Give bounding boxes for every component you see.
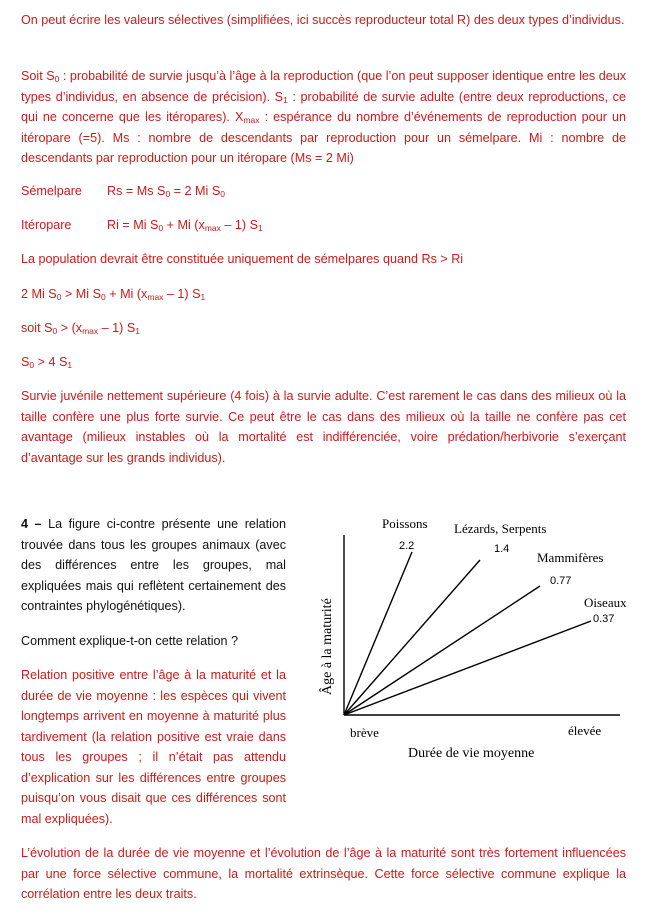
- x-axis-title: Durée de vie moyenne: [408, 746, 535, 761]
- question-prompt: Comment explique-t-on cette relation ?: [21, 634, 239, 648]
- inequality-2: soit $S_0 > (x_{max} - 1)$ $S_1$: [21, 321, 140, 336]
- slope-poissons: 2.2: [399, 540, 415, 552]
- equation-semelpare: Sémelpare Rs = Ms $S_0 = 2$ Mi $S_0$: [21, 184, 225, 199]
- slope-mammiferes: 0.77: [550, 575, 572, 587]
- line-mammiferes: [344, 586, 540, 715]
- question-4: 4 – La figure ci-contre présente une relation trouvée dans tous les groupes animaux (avec des différences entre les groupes, mal expliquées mais qui reflètent certainement des contraintes phylogénétiques).: [21, 517, 286, 613]
- definitions-paragraph: Soit $S_0$ : probabilité de survie jusqu’à l’âge à la reproduction (que l’on peut supposer identique entre les deux types d’individus, en absence de précision). $S_1$ : probabilité de survie adulte (entre deux reproductions, ce qui ne concerne que les itéropares). $X_{max}$ : espérance du nombre d’événements de reproduction pour un itéropare (=5). Ms : nombre de descendants par reproduction pour un sémelpare. Mi : nombre de descendants par reproduction pour un itéropare (Ms = 2 Mi): [21, 69, 626, 165]
- line-lezards-serpents: [344, 560, 480, 715]
- inequality-1: 2 Mi $S_0 > Mi$ $S_0 + Mi$ $(x_{max} - 1)$ $S_1$: [21, 287, 206, 302]
- survival-paragraph: Survie juvénile nettement supérieure (4 fois) à la survie adulte. C’est rarement le cas dans des milieux où la taille confère une plus forte survie. Ce peut être le cas dans des milieux où la taille ne confère pas cet avantage (milieux instables où la mortalité est indifférenciée, voire prédation/herbivorie s’exerçant d’avantage sur les grands individus).: [21, 389, 626, 465]
- equation-iteropare: Itéropare Ri = Mi $S_0 + Mi$ $(x_{max} - 1)$ $S_1$: [21, 218, 263, 233]
- conclusion-paragraph: L’évolution de la durée de vie moyenne et l’évolution de l’âge à la maturité sont très fortement influencées par une force sélective commune, la mortalité extrinsèque. Cette force sélective commune explique la corrélation entre les deux traits.: [21, 846, 626, 901]
- intro-paragraph: On peut écrire les valeurs sélectives (simplifiées, ici succès reproducteur total R) des deux types d’individus.: [21, 13, 625, 27]
- slope-oiseaux: 0.37: [593, 613, 615, 625]
- y-axis-title: Âge à la maturité: [320, 598, 335, 695]
- line-poissons: [344, 552, 412, 715]
- label-oiseaux: Oiseaux: [584, 595, 627, 610]
- population-condition: La population devrait être constituée uniquement de sémelpares quand Rs > Ri: [21, 252, 464, 266]
- slope-lezards-serpents: 1.4: [494, 543, 510, 555]
- label-mammiferes: Mammifères: [537, 550, 604, 565]
- inequality-3: $S_0 > 4$ $S_1$: [21, 355, 73, 370]
- question-4-answer: Relation positive entre l’âge à la maturité et la durée de vie moyenne : les espèces qui vivent longtemps arrivent en moyenne à maturité plus tardivement (la relation positive est vraie dans tous les groupes ; il n’était pas attendu d’explication sur les différences entre groupes puisqu’on vous disait que ces différences sont mal expliquées).: [21, 668, 286, 826]
- x-low-label: brève: [350, 725, 379, 740]
- label-poissons: Poissons: [382, 516, 428, 531]
- figure-svg: [300, 505, 630, 775]
- maturity-lifespan-figure: [300, 505, 630, 775]
- x-high-label: élevée: [568, 723, 602, 738]
- line-oiseaux: [344, 621, 591, 715]
- label-lezards-serpents: Lézards, Serpents: [454, 521, 547, 536]
